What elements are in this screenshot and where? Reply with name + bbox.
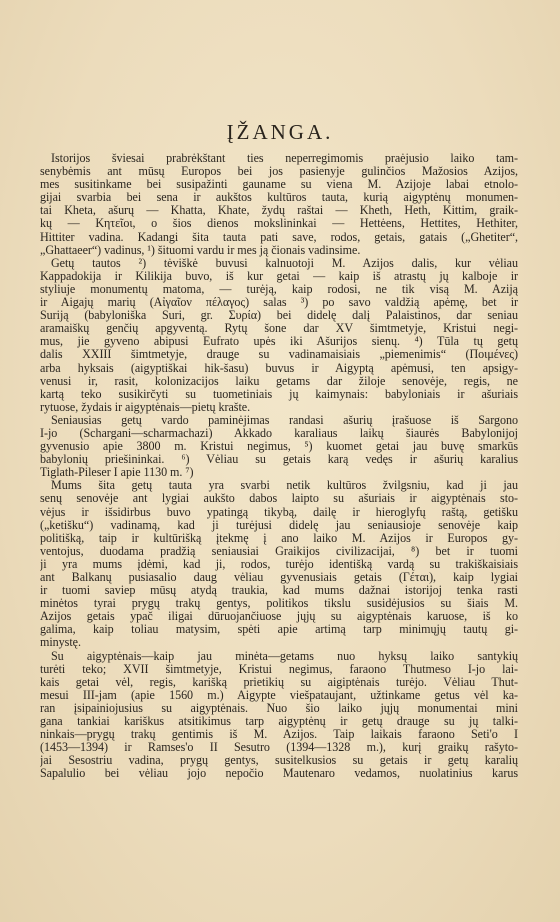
text-line: kais getai vėl, regis, karišką prietikių su aigiptėnais turėjo. Vėliau Thut- [40, 675, 518, 689]
text-line: senų senovėje ant lygiai aukšto dabos laipto su ašuriais ir aigyptėnais sto- [40, 492, 518, 506]
text-line: (1453—1394) ir Ramses'o II Sesutro (1394—1328 m.), kurį graikų rašyto- [40, 741, 518, 755]
text-line: Kappadokija ir Kilikija buvo, iš kur getai — kaip iš atrastų jų kalboje ir [40, 269, 518, 283]
text-line: aramaiškų genčių apgyventą. Rytų šone dar XV šimtmetyje, Kristui negi- [40, 322, 518, 336]
text-line: arba hyksais (aigyptiškai hik-šasu) buvus ir Aigyptą apėmusi, ten apsigy- [40, 361, 518, 375]
text-line: ran įsipainiojusius su aigyptėnais. Nuo šio laiko jųjų monumentai mini [40, 701, 518, 715]
text-line: Seniausias getų vardo paminėjimas randasi ašurių įrašuose iš Sargono [51, 413, 518, 427]
body-text [40, 152, 518, 781]
text-line: styliuje monumentų matoma, — turėją, kaip rodosi, ne tik visą M. Aziją [40, 282, 518, 296]
text-line: kartą teko susikirčyti su tuometiniais jų kaimynais: babyloniais ir ašuriais [40, 387, 518, 401]
text-line: tai Kheta, ašurų — Khatta, Khate, žydų raštai — Kheth, Heth, Kittim, graik- [40, 204, 518, 218]
chapter-heading: ĮŽANGA. [226, 120, 334, 144]
text-line: Hittiter vadina. Kadangi šita tauta pati save, rodos, getais, gatais („Ghetiter“, [40, 230, 518, 244]
text-line: Suriją (babyloniška Suri, gr. Συρία) bei didelę dalį Palaistinos, dar seniau [40, 309, 518, 323]
text-line: mes susitinkame bei susipažinti gauname su viena M. Azijoje labai etnolo- [40, 178, 518, 192]
text-line: mesui III-jam (apie 1560 m.) Aigypte viešpataujant, užtinkame getus vėl ka- [40, 688, 518, 702]
text-line: ir Aigajų marių (Αἰγαῖον πέλαγος) salas ³) po savo valdžią apėmę, bet ir [40, 296, 518, 310]
text-line: minėtos tyrai prygų trakų gentys, politikos tikslu susidėjusios su šiais M. [40, 597, 518, 611]
text-line: vėjus ir išsidirbus buvo ypatingą tikybą, dailę ir hieroglyfų raštą, getišku [40, 505, 518, 519]
text-line: Tiglath-Pileser I apie 1130 m. ⁷) [40, 466, 194, 480]
text-line: Getų tautos ²) tėviškė buvusi kalnuotoji M. Azijos dalis, kur vėliau [51, 256, 518, 270]
text-line: mus, jie gyveno abipusi Eufrato upės iki Ašurijos sienų. ⁴) Tūla tų getų [40, 335, 518, 349]
text-line: venusi ir, rasit, kolonizacijos laiku getams dar žiloje senovėje, regis, ne [40, 374, 518, 388]
text-line: I-jo (Schargani—scharmachazi) Akkado karaliaus laikų šiaurės Babylonijoj [40, 426, 518, 440]
text-line: („ketišku“) vadinamą, kad ji turėjusi didelę jau seniausioje senovėje kaip [40, 518, 518, 532]
text-line: ji yra mums įdėmi, kad ji, rodos, turėjo identišką vardą su trakiškaisiais [40, 557, 518, 571]
text-line: „Ghattaeer“) vadinus, ¹) šituomi vardu ir mes ją čionais vadinsime. [40, 243, 361, 257]
text-line: ir tuomi saviep mūsų atydą traukia, kad mums dažnai istorijoj tenka rasti [40, 584, 518, 598]
text-line: senybėmis ant mūsų Europos bei jos pasienyje gulinčios Mažosios Azijos, [40, 165, 518, 179]
text-line: Istorijos šviesai prabrėkštant ties neperregimomis praėjusio laiko tam- [51, 152, 518, 165]
text-line: gyvenusio apie 3800 m. Kristui negimus, ⁵) kuomet getai jau buvę smarkūs [40, 440, 518, 454]
text-line: Sapalulio bei vėliau jojo nepočio Mautenaro vedamos, nuolatinius karus [40, 767, 518, 781]
text-line: ant Balkanų pusiasalio daug vėliau gyvenusiais getais (Γέται), kaip lygiai [40, 571, 518, 584]
text-line: Mums šita getų tauta yra svarbi netik kultūros žvilgsniu, kad ji jau [51, 479, 518, 493]
text-line: babylonių priešininkai. ⁶) Vėliau su getais karą vedęs ir ašurių karalius [40, 453, 518, 467]
text-line: turėti teko; XVII šimtmetyje, Kristui negimus, faraono Thutmeso I-jo lai- [40, 662, 518, 676]
text-line: gana tankiai kariškus atsitikimus tarp aigyptėnų ir getų drauge su jų talki- [40, 715, 518, 729]
text-line: galima, kaip toliau matysim, spėti apie artimą tarp minimųjų tautų gi- [40, 623, 518, 637]
text-line: rytuose, žydais ir aigyptėnais—pietų krašte. [40, 400, 251, 414]
text-line: ventojus, duodama pradžią seniausiai Graikijos civilizacijai, ⁸) bet ir tuomi [40, 544, 518, 558]
text-line: Su aigyptėnais—kaip jau minėta—getams nuo hyksų laiko santykių [51, 649, 518, 663]
text-line: jai Sesostriu vadina, prygų gentys, susitelkusios su getais ir getų karalių [40, 754, 518, 768]
text-line: minystę. [40, 636, 81, 650]
text-line: ninkais—prygų trakų gentimis iš M. Azijos. Taip laikais faraono Seti'o I [40, 728, 518, 742]
text-line: gijai svarbia bei sena ir aukštos kultūros tauta, kurią aigyptėnų monumen- [40, 191, 518, 205]
text-line: Azijos getais ypač iligai dūruojančiuose jųjų su aigyptėnais karuose, iš ko [40, 610, 518, 624]
text-line: politišką, taip ir kultūrišką įtekmę į ano laiko M. Azijos ir Europos gy- [40, 531, 518, 545]
text-line: dalis XXIII šimtmetyje, drauge su vadinamaisiais „piemenimis“ (Ποιμένες) [40, 348, 518, 362]
text-line: kų — Κητεῖοι, o šios dienos mokslininkai — Hettėens, Hettites, Hethiter, [40, 217, 518, 231]
